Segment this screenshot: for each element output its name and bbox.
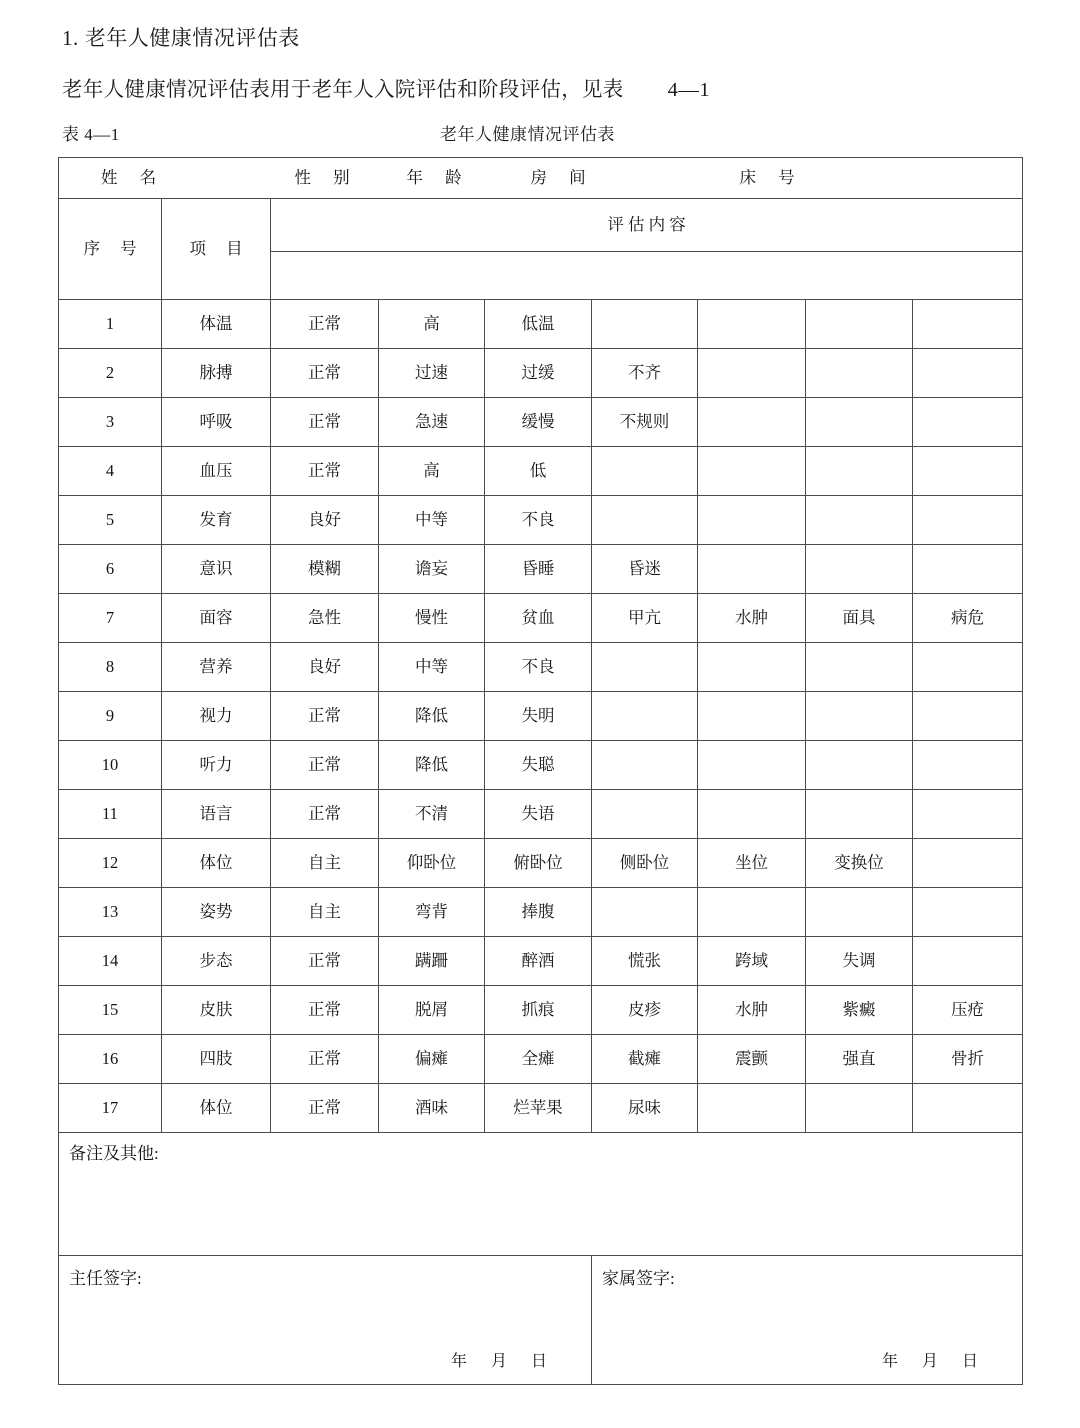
row-seq: 12 [59,839,162,888]
table-row [59,496,1023,545]
row-option[interactable]: 低温 [485,300,592,349]
row-option[interactable]: 正常 [271,937,379,986]
row-option[interactable]: 正常 [271,1084,379,1133]
row-item: 意识 [162,545,271,594]
identity-gender-cell[interactable] [271,158,379,199]
row-option-empty[interactable] [806,741,913,790]
row-option[interactable]: 甲亢 [592,594,698,643]
row-option-empty[interactable] [698,1084,806,1133]
row-option[interactable]: 震颤 [698,1035,806,1084]
row-option-empty[interactable] [698,643,806,692]
row-option-empty[interactable] [913,398,1023,447]
row-option-empty[interactable] [806,447,913,496]
row-option[interactable]: 过速 [379,349,485,398]
row-item: 体位 [162,1084,271,1133]
row-seq: 11 [59,790,162,839]
row-option[interactable]: 蹒跚 [379,937,485,986]
row-option-empty[interactable] [913,349,1023,398]
row-option[interactable]: 抓痕 [485,986,592,1035]
row-option[interactable]: 偏瘫 [379,1035,485,1084]
row-option[interactable]: 皮疹 [592,986,698,1035]
header-content-blank[interactable] [271,252,1022,299]
row-item: 皮肤 [162,986,271,1035]
row-item: 四肢 [162,1035,271,1084]
row-option[interactable]: 自主 [271,888,379,937]
table-row [59,986,1023,1035]
remarks-cell[interactable] [59,1133,1023,1256]
heading-title: 老年人健康情况评估表 [84,26,300,50]
table-row [59,888,1023,937]
row-option[interactable]: 脱屑 [379,986,485,1035]
row-option-empty[interactable] [592,643,698,692]
table-header-row [59,199,1023,300]
row-item: 听力 [162,741,271,790]
row-option[interactable]: 醉酒 [485,937,592,986]
row-option-empty[interactable] [592,496,698,545]
identity-age-label: 年 龄 [406,167,471,187]
row-option-empty[interactable] [913,839,1023,888]
row-seq: 9 [59,692,162,741]
row-option[interactable]: 急速 [379,398,485,447]
table-row [59,643,1023,692]
row-option-empty[interactable] [698,545,806,594]
table-row [59,839,1023,888]
row-seq: 10 [59,741,162,790]
table-row [59,594,1023,643]
identity-gender-label: 性 别 [294,167,359,187]
header-item-label: 项 目 [189,238,251,258]
row-item: 步态 [162,937,271,986]
row-seq: 4 [59,447,162,496]
row-seq: 6 [59,545,162,594]
row-option-empty[interactable] [698,398,806,447]
row-option[interactable]: 正常 [271,447,379,496]
row-option-empty[interactable] [806,1084,913,1133]
row-option-empty[interactable] [806,692,913,741]
row-seq: 7 [59,594,162,643]
row-option[interactable]: 不良 [485,643,592,692]
row-option[interactable]: 正常 [271,300,379,349]
director-signature-cell[interactable] [59,1256,592,1385]
row-option[interactable]: 压疮 [913,986,1023,1035]
row-option[interactable]: 不清 [379,790,485,839]
row-seq: 17 [59,1084,162,1133]
row-option[interactable]: 弯背 [379,888,485,937]
row-item: 语言 [162,790,271,839]
row-option[interactable]: 骨折 [913,1035,1023,1084]
row-option-empty[interactable] [806,545,913,594]
row-option[interactable]: 俯卧位 [485,839,592,888]
row-option[interactable]: 缓慢 [485,398,592,447]
row-option[interactable]: 失聪 [485,741,592,790]
row-option[interactable]: 贫血 [485,594,592,643]
row-option[interactable]: 正常 [271,349,379,398]
table-row [59,1084,1023,1133]
row-option[interactable]: 病危 [913,594,1023,643]
signature-row [59,1256,1023,1385]
row-seq: 13 [59,888,162,937]
row-seq: 16 [59,1035,162,1084]
row-option-empty[interactable] [592,741,698,790]
row-option-empty[interactable] [592,888,698,937]
table-row [59,937,1023,986]
row-seq: 15 [59,986,162,1035]
row-option[interactable]: 烂苹果 [485,1084,592,1133]
table-row [59,398,1023,447]
row-option-empty[interactable] [913,447,1023,496]
row-option[interactable]: 中等 [379,643,485,692]
header-seq-label: 序 号 [83,238,145,258]
row-option[interactable]: 正常 [271,692,379,741]
identity-bed-label: 床 号 [739,167,804,187]
row-option-empty[interactable] [913,545,1023,594]
intro-text: 老年人健康情况评估表用于老年人入院评估和阶段评估，见表 [62,79,624,101]
row-option[interactable]: 失调 [806,937,913,986]
row-item: 视力 [162,692,271,741]
row-option-empty[interactable] [913,937,1023,986]
row-option[interactable]: 失明 [485,692,592,741]
row-option[interactable]: 高 [379,447,485,496]
row-option[interactable]: 变换位 [806,839,913,888]
row-option[interactable]: 急性 [271,594,379,643]
table-caption-title: 老年人健康情况评估表 [440,125,615,144]
table-row [59,545,1023,594]
row-option[interactable]: 过缓 [485,349,592,398]
header-content-split [271,199,1022,299]
identity-row [59,158,1023,199]
row-option[interactable]: 慢性 [379,594,485,643]
row-option[interactable]: 降低 [379,692,485,741]
row-item: 体位 [162,839,271,888]
row-option-empty[interactable] [806,496,913,545]
identity-room-cell[interactable] [485,158,698,199]
row-option[interactable]: 降低 [379,741,485,790]
row-option[interactable]: 尿味 [592,1084,698,1133]
page-title [62,22,300,52]
row-seq: 5 [59,496,162,545]
row-option[interactable]: 自主 [271,839,379,888]
row-option[interactable]: 强直 [806,1035,913,1084]
row-option[interactable]: 高 [379,300,485,349]
table-row [59,349,1023,398]
intro-paragraph [62,72,710,102]
identity-name-label: 姓 名 [101,167,166,187]
row-option[interactable]: 昏睡 [485,545,592,594]
row-option[interactable]: 不规则 [592,398,698,447]
row-option[interactable]: 低 [485,447,592,496]
row-item: 呼吸 [162,398,271,447]
table-row [59,1035,1023,1084]
header-content-title [271,199,1022,252]
row-option-empty[interactable] [698,741,806,790]
row-option[interactable]: 正常 [271,741,379,790]
row-option-empty[interactable] [913,692,1023,741]
row-option[interactable]: 正常 [271,1035,379,1084]
row-option-empty[interactable] [806,643,913,692]
row-seq: 14 [59,937,162,986]
identity-bed-cell[interactable] [698,158,1023,199]
row-option[interactable]: 全瘫 [485,1035,592,1084]
row-option[interactable]: 仰卧位 [379,839,485,888]
row-option-empty[interactable] [698,790,806,839]
row-option[interactable]: 侧卧位 [592,839,698,888]
remarks-row [59,1133,1023,1256]
assessment-form-table [58,157,1023,1385]
header-item [162,199,271,300]
row-option-empty[interactable] [913,643,1023,692]
row-option-empty[interactable] [698,496,806,545]
row-option[interactable]: 良好 [271,496,379,545]
row-option[interactable]: 失语 [485,790,592,839]
row-option-empty[interactable] [913,1084,1023,1133]
row-option-empty[interactable] [806,888,913,937]
identity-age-cell[interactable] [379,158,485,199]
family-signature-cell[interactable] [592,1256,1023,1385]
row-seq: 8 [59,643,162,692]
row-option-empty[interactable] [913,300,1023,349]
director-signature-date: 年 月 日 [450,1353,557,1370]
row-option[interactable]: 紫癜 [806,986,913,1035]
table-caption-number: 表 4—1 [62,125,120,144]
row-option[interactable]: 昏迷 [592,545,698,594]
row-option[interactable]: 中等 [379,496,485,545]
row-option-empty[interactable] [698,692,806,741]
row-option[interactable]: 谵妄 [379,545,485,594]
row-option[interactable]: 捧腹 [485,888,592,937]
row-option-empty[interactable] [698,888,806,937]
row-seq: 1 [59,300,162,349]
row-option[interactable]: 跨域 [698,937,806,986]
header-content [271,199,1023,300]
heading-number: 1. [62,26,79,50]
row-option[interactable]: 酒味 [379,1084,485,1133]
table-row [59,447,1023,496]
row-option[interactable]: 截瘫 [592,1035,698,1084]
family-signature-label: 家属签字: [602,1269,675,1288]
row-option[interactable]: 面具 [806,594,913,643]
row-option-empty[interactable] [806,790,913,839]
row-option[interactable]: 良好 [271,643,379,692]
row-option-empty[interactable] [592,790,698,839]
row-option-empty[interactable] [806,300,913,349]
row-item: 姿势 [162,888,271,937]
header-seq [59,199,162,300]
row-option[interactable]: 不良 [485,496,592,545]
row-option[interactable]: 正常 [271,986,379,1035]
row-option[interactable]: 不齐 [592,349,698,398]
row-option[interactable]: 慌张 [592,937,698,986]
identity-room-label: 房 间 [530,167,595,187]
row-option-empty[interactable] [698,349,806,398]
row-option-empty[interactable] [698,300,806,349]
row-option-empty[interactable] [806,398,913,447]
row-item: 营养 [162,643,271,692]
table-row [59,692,1023,741]
row-option-empty[interactable] [913,888,1023,937]
header-content-label: 评 估 内 容 [607,214,686,234]
row-option-empty[interactable] [913,790,1023,839]
table-caption [62,120,1024,144]
row-item: 面容 [162,594,271,643]
row-option-empty[interactable] [913,496,1023,545]
row-option-empty[interactable] [698,447,806,496]
row-option-empty[interactable] [592,692,698,741]
row-seq: 2 [59,349,162,398]
row-item: 血压 [162,447,271,496]
row-option[interactable]: 正常 [271,790,379,839]
family-signature-date: 年 月 日 [882,1353,989,1370]
row-option[interactable]: 水肿 [698,594,806,643]
row-option[interactable]: 水肿 [698,986,806,1035]
row-option-empty[interactable] [806,349,913,398]
row-item: 发育 [162,496,271,545]
row-option[interactable]: 坐位 [698,839,806,888]
table-row [59,790,1023,839]
row-item: 体温 [162,300,271,349]
table-row [59,741,1023,790]
identity-name-cell[interactable] [59,158,271,199]
table-row [59,300,1023,349]
row-option-empty[interactable] [592,447,698,496]
row-option[interactable]: 正常 [271,398,379,447]
director-signature-label: 主任签字: [69,1269,142,1288]
row-item: 脉搏 [162,349,271,398]
remarks-label: 备注及其他: [69,1144,159,1163]
row-seq: 3 [59,398,162,447]
row-option-empty[interactable] [913,741,1023,790]
intro-table-reference: 4—1 [667,79,711,101]
row-option[interactable]: 模糊 [271,545,379,594]
row-option-empty[interactable] [592,300,698,349]
